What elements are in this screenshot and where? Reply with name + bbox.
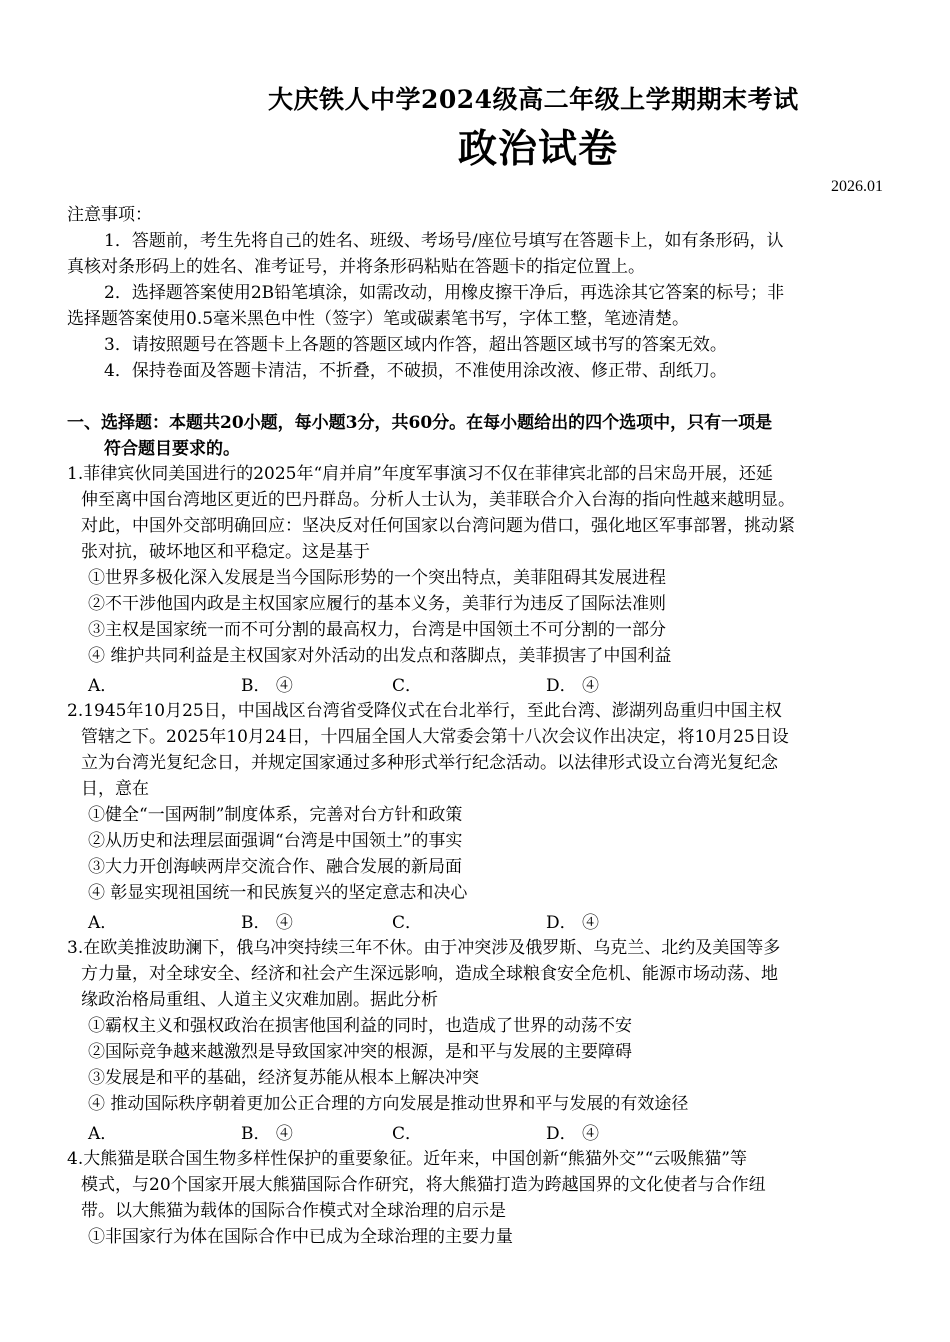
question-item: ③主权是国家统一而不可分割的最高权力，台湾是中国领土不可分割的一部分 [88,620,666,640]
question-stem: 4.大熊猫是联合国生物多样性保护的重要象征。近年来，中国创新“熊猫外交”“云吸熊猫”等 [67,1149,747,1169]
option-d: D． ④ [546,676,600,696]
question-stem: 模式，与20个国家开展大熊猫国际合作研究，将大熊猫打造为跨越国界的文化使者与合作纽 [81,1175,766,1195]
exam-date: 2026.01 [831,178,883,195]
exam-title: 大庆铁人中学2024级高二年级上学期期末考试 [268,85,799,114]
question-stem: 对此，中国外交部明确回应：坚决反对任何国家以台湾问题为借口，强化地区军事部署，挑动紧 [81,516,795,536]
question-item: ④ 推动国际秩序朝着更加公正合理的方向发展是推动世界和平与发展的有效途径 [88,1094,689,1114]
question-item: ②从历史和法理层面强调“台湾是中国领土”的事实 [88,831,463,851]
option-b: B． ④ [241,676,293,696]
question-stem: 1.菲律宾伙同美国进行的2025年“肩并肩”年度军事演习不仅在菲律宾北部的吕宋岛开展，还延 [67,464,773,484]
question-stem: 缘政治格局重组、人道主义灾难加剧。据此分析 [81,990,438,1010]
question-item: ③发展是和平的基础，经济复苏能从根本上解决冲突 [88,1068,479,1088]
question-item: ①世界多极化深入发展是当今国际形势的一个突出特点，美菲阻碍其发展进程 [88,568,666,588]
question-item: ①霸权主义和强权政治在损害他国利益的同时，也造成了世界的动荡不安 [88,1016,632,1036]
notice-line: 4．保持卷面及答题卡清洁，不折叠，不破损，不准使用涂改液、修正带、刮纸刀。 [104,361,727,381]
question-stem: 带。以大熊猫为载体的国际合作模式对全球治理的启示是 [81,1201,506,1221]
question-item: ①非国家行为体在国际合作中已成为全球治理的主要力量 [88,1227,513,1247]
option-d: D． ④ [546,1124,600,1144]
question-item: ①健全“一国两制”制度体系，完善对台方针和政策 [88,805,463,825]
question-stem: 2.1945年10月25日，中国战区台湾省受降仪式在台北举行，至此台湾、澎湖列岛重归中国主权 [67,701,782,721]
question-item: ④ 维护共同利益是主权国家对外活动的出发点和落脚点，美菲损害了中国利益 [88,646,672,666]
question-stem: 日，意在 [81,779,149,799]
option-a: A． [88,676,118,696]
option-b: B． ④ [241,913,293,933]
notice-line: 2．选择题答案使用2B铅笔填涂，如需改动，用橡皮擦干净后，再选涂其它答案的标号；非 [104,283,785,303]
option-a: A． [88,1124,118,1144]
exam-subject: 政治试卷 [458,126,619,172]
question-stem: 张对抗，破坏地区和平稳定。这是基于 [81,542,370,562]
notice-line: 1．答题前，考生先将自己的姓名、班级、考场号/座位号填写在答题卡上，如有条形码，认 [104,231,784,251]
question-item: ③大力开创海峡两岸交流合作、融合发展的新局面 [88,857,462,877]
question-item: ②国际竞争越来越激烈是导致国家冲突的根源，是和平与发展的主要障碍 [88,1042,632,1062]
notice-line: 真核对条形码上的姓名、准考证号，并将条形码粘贴在答题卡的指定位置上。 [67,257,645,277]
notice-line: 3．请按照题号在答题卡上各题的答题区域内作答，超出答题区域书写的答案无效。 [104,335,727,355]
option-c: C． [392,676,423,696]
option-c: C． [392,913,423,933]
option-a: A． [88,913,118,933]
question-stem: 管辖之下。2025年10月24日，十四届全国人大常委会第十八次会议作出决定，将10月25日设 [81,727,789,747]
option-b: B． ④ [241,1124,293,1144]
question-stem: 立为台湾光复纪念日，并规定国家通过多种形式举行纪念活动。以法律形式设立台湾光复纪念 [81,753,778,773]
section-heading-cont: 符合题目要求的。 [104,439,240,459]
question-stem: 伸至离中国台湾地区更近的巴丹群岛。分析人士认为，美菲联合介入台海的指向性越来越明显。 [81,490,795,510]
question-stem: 3.在欧美推波助澜下，俄乌冲突持续三年不休。由于冲突涉及俄罗斯、乌克兰、北约及美国等多 [67,938,781,958]
question-stem: 方力量，对全球安全、经济和社会产生深远影响，造成全球粮食安全危机、能源市场动荡、地 [81,964,778,984]
section-heading: 一、选择题：本题共20小题，每小题3分，共60分。在每小题给出的四个选项中，只有一项是 [67,413,773,433]
notice-line: 选择题答案使用0.5毫米黑色中性（签字）笔或碳素笔书写，字体工整，笔迹清楚。 [67,309,690,329]
option-d: D． ④ [546,913,600,933]
question-item: ②不干涉他国内政是主权国家应履行的基本义务，美菲行为违反了国际法准则 [88,594,666,614]
option-c: C． [392,1124,423,1144]
notice-heading: 注意事项： [67,205,152,225]
question-item: ④ 彰显实现祖国统一和民族复兴的坚定意志和决心 [88,883,468,903]
